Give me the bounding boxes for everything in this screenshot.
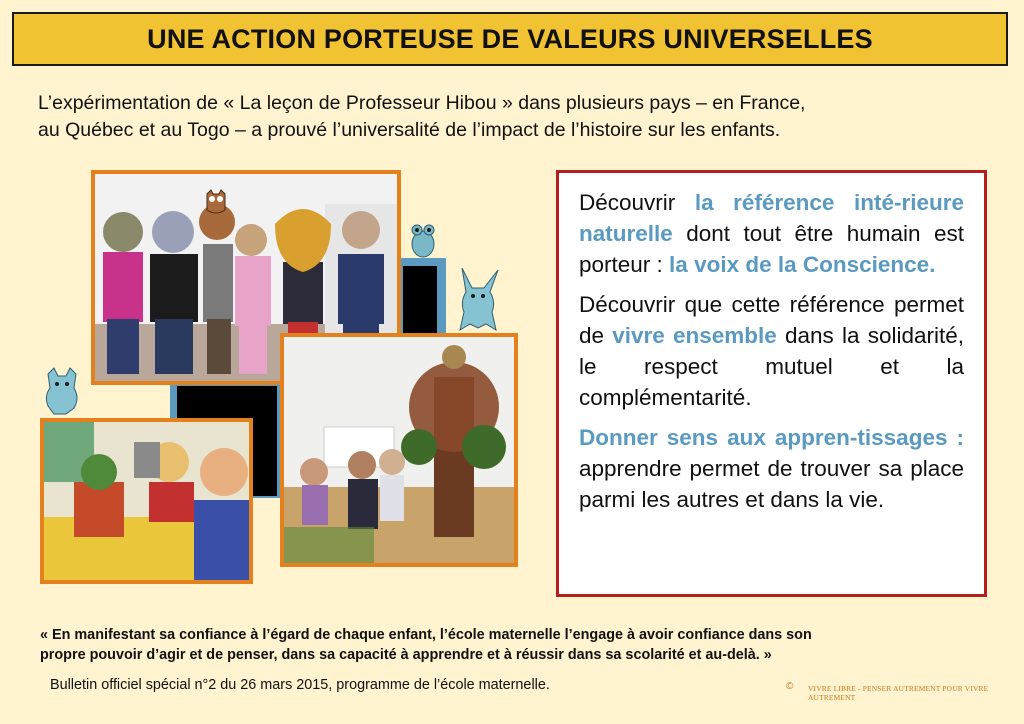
statement-1-c: dont tout être humain est porteur : xyxy=(579,221,964,277)
photo-children-table-image xyxy=(44,422,249,580)
title-banner xyxy=(12,12,1008,66)
quote-line-2: propre pouvoir d’agir et de penser, dans sa capacité à apprendre et à réussir dans sa scolarité et au-delà. » xyxy=(40,647,772,663)
copyright-symbol: © xyxy=(786,681,794,692)
statement-2-a: Découvrir que cette référence permet de xyxy=(579,292,964,348)
statement-paragraph-3 xyxy=(579,422,964,515)
decor-black-block-right xyxy=(403,266,437,334)
photo-children-tree-image xyxy=(284,337,514,563)
values-frame xyxy=(556,170,987,597)
intro-text xyxy=(38,90,998,144)
page-title: UNE ACTION PORTEUSE DE VALEURS UNIVERSELLES xyxy=(147,23,873,54)
statement-3-highlight-donner-sens: Donner sens aux appren-tissages : xyxy=(579,425,964,450)
frog-doodle-icon xyxy=(406,222,440,260)
owl-doodle-icon xyxy=(203,188,229,216)
statement-paragraph-1 xyxy=(579,187,964,280)
statement-2-highlight-vivre-ensemble: vivre ensemble xyxy=(612,323,777,348)
photo-children-tree xyxy=(280,333,518,567)
statement-paragraph-2 xyxy=(579,289,964,413)
quote-citation: Bulletin officiel spécial n°2 du 26 mars 2015, programme de l’école maternelle. xyxy=(50,677,550,693)
intro-line-1: L’expérimentation de « La leçon de Professeur Hibou » dans plusieurs pays – en France, xyxy=(38,92,806,114)
official-quote xyxy=(40,625,990,665)
statement-3-b: apprendre permet de trouver sa place parmi les autres et dans la vie. xyxy=(579,456,964,512)
intro-line-2: au Québec et au Togo – a prouvé l’universalité de l’impact de l’histoire sur les enfants. xyxy=(38,119,781,141)
photo-children-table xyxy=(40,418,253,584)
quote-line-1: « En manifestant sa confiance à l’égard de chaque enfant, l’école maternelle l’engage à avoir confiance dans son xyxy=(40,627,812,643)
statement-1-highlight-conscience: la voix de la Conscience. xyxy=(669,252,936,277)
squirrel-doodle-icon xyxy=(42,364,82,416)
publisher-tagline: VIVRE LIBRE - PENSER AUTREMENT POUR VIVRE AUTREMENT xyxy=(808,684,989,702)
statement-2-c: dans la solidarité, le respect mutuel et la complémentarité. xyxy=(579,323,964,410)
statement-1-highlight-reference: la référence inté-rieure naturelle xyxy=(579,190,964,246)
rabbit-doodle-icon xyxy=(452,262,504,334)
statement-1-a: Découvrir xyxy=(579,190,695,215)
